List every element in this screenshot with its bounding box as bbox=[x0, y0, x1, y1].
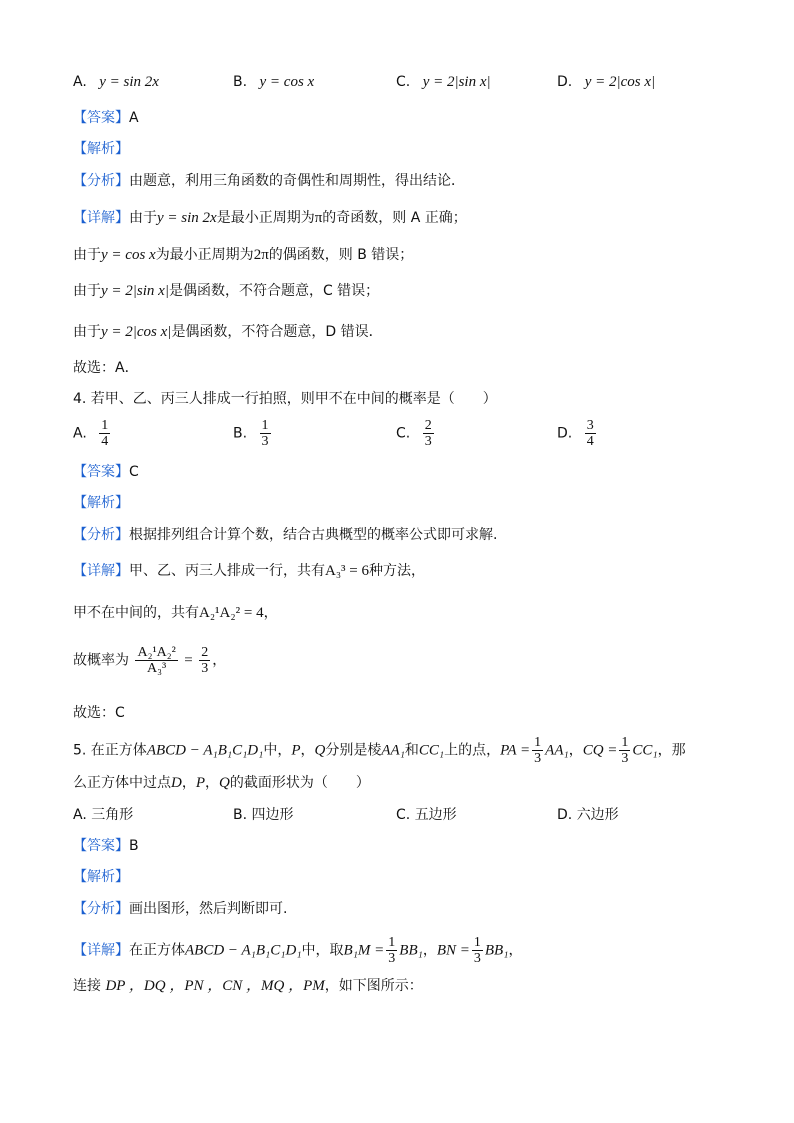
q3-xiangjie-line-3: 由于y = 2|sin x|是偶函数，不符合题意，C 错误； bbox=[73, 283, 380, 299]
q3-option-b bbox=[233, 72, 314, 92]
fraction-one-third: $\frac{1}{3}$ bbox=[621, 735, 629, 766]
q4-option-c: C. $\frac{2}{3}$ bbox=[396, 418, 432, 449]
fraction: $\frac{1}{4}$ bbox=[101, 418, 109, 449]
q5-xiangjie-line-2: 连接 DP ，DQ ，PN ，CN ，MQ ，PM，如下图所示： bbox=[73, 978, 423, 994]
option-letter: B. bbox=[233, 74, 248, 90]
fraction-one-third: $\frac{1}{3}$ bbox=[388, 935, 396, 966]
q5-analysis-heading: 【解析】 bbox=[73, 869, 129, 885]
option-math: y = 2|sin x| bbox=[422, 74, 491, 90]
q5-fenxi: 【分析】画出图形，然后判断即可. bbox=[73, 901, 288, 917]
q4-option-a: A. $\frac{1}{4}$ bbox=[73, 418, 109, 449]
q4-stem: 4. 若甲、乙、丙三人排成一行拍照，则甲不在中间的概率是（ ） bbox=[73, 391, 497, 407]
option-letter: D. bbox=[557, 74, 573, 90]
result-fraction: $\frac{2}{3}$ bbox=[201, 645, 209, 676]
q3-option-a bbox=[73, 72, 159, 92]
fraction: $\frac{1}{3}$ bbox=[261, 418, 269, 449]
q3-choose: 故选：A． bbox=[73, 360, 139, 376]
fraction-one-third: $\frac{1}{3}$ bbox=[473, 935, 481, 966]
q5-option-a: A. 三角形 bbox=[73, 807, 134, 823]
fraction-one-third: $\frac{1}{3}$ bbox=[534, 735, 542, 766]
fraction: $\frac{2}{3}$ bbox=[424, 418, 432, 449]
q4-fenxi: 【分析】根据排列组合计算个数，结合古典概型的概率公式即可求解. bbox=[73, 527, 498, 543]
q4-option-d: D. $\frac{3}{4}$ bbox=[557, 418, 594, 449]
q3-xiangjie-line-4: 由于y = 2|cos x|是偶函数，不符合题意，D 错误． bbox=[73, 324, 383, 340]
q3-fenxi: 【分析】由题意，利用三角函数的奇偶性和周期性，得出结论． bbox=[73, 173, 465, 189]
answer-value: A bbox=[129, 110, 139, 126]
q3-analysis-heading: 【解析】 bbox=[73, 141, 129, 157]
q5-option-d: D. 六边形 bbox=[557, 807, 619, 823]
q4-xiangjie-line-1: 【详解】甲、乙、丙三人排成一行，共有A₃³ = 6种方法， bbox=[73, 563, 426, 579]
q3-option-c bbox=[396, 72, 491, 92]
q3-xiangjie-line-1: 【详解】由于y = sin 2x是最小正周期为π的奇函数，则 A 正确； bbox=[73, 210, 467, 226]
q4-analysis-heading: 【解析】 bbox=[73, 495, 129, 511]
option-math: y = 2|cos x| bbox=[584, 74, 656, 90]
q4-option-b: B. $\frac{1}{3}$ bbox=[233, 418, 269, 449]
q5-option-c: C. 五边形 bbox=[396, 807, 457, 823]
q3-option-d bbox=[557, 72, 655, 92]
q5-stem-line-1: 5. 在正方体ABCD − A₁B₁C₁D₁中，P，Q分别是棱AA₁和CC₁上的点，PA = $\frac{1}{3}$ AA₁，CQ = $\frac{1}{3}$ CC₁，那 bbox=[73, 735, 686, 766]
q4-choose: 故选：C bbox=[73, 705, 125, 721]
option-math: y = sin 2x bbox=[99, 74, 159, 90]
answer-tag: 【答案】 bbox=[73, 110, 129, 126]
q5-option-b: B. 四边形 bbox=[233, 807, 294, 823]
q4-answer: 【答案】C bbox=[73, 464, 139, 480]
q4-xiangjie-line-2: 甲不在中间的，共有A₂¹A₂² = 4， bbox=[73, 605, 278, 621]
q5-xiangjie-line-1: 【详解】在正方体ABCD − A₁B₁C₁D₁中，取B₁M = $\frac{1}{3}$ BB₁，BN = $\frac{1}{3}$ BB₁， bbox=[73, 935, 523, 966]
q3-xiangjie-line-2: 由于y = cos x为最小正周期为2π的偶函数，则 B 错误； bbox=[73, 247, 414, 263]
option-math: y = cos x bbox=[259, 74, 315, 90]
q4-xiangjie-line-3: 故概率为 $\frac{\text{A₂¹A₂²}}{\text{A₃³}}$ = $\frac{2}{3}$ ， bbox=[73, 645, 227, 676]
q5-answer: 【答案】B bbox=[73, 838, 139, 854]
q5-stem-line-2: 么正方体中过点D，P，Q的截面形状为（ ） bbox=[73, 775, 370, 791]
option-letter: A. bbox=[73, 74, 87, 90]
probability-fraction: $\frac{\text{A₂¹A₂²}}{\text{A₃³}}$ bbox=[137, 645, 176, 676]
fraction: $\frac{3}{4}$ bbox=[586, 418, 594, 449]
q3-answer bbox=[73, 108, 139, 128]
option-letter: C. bbox=[396, 74, 411, 90]
